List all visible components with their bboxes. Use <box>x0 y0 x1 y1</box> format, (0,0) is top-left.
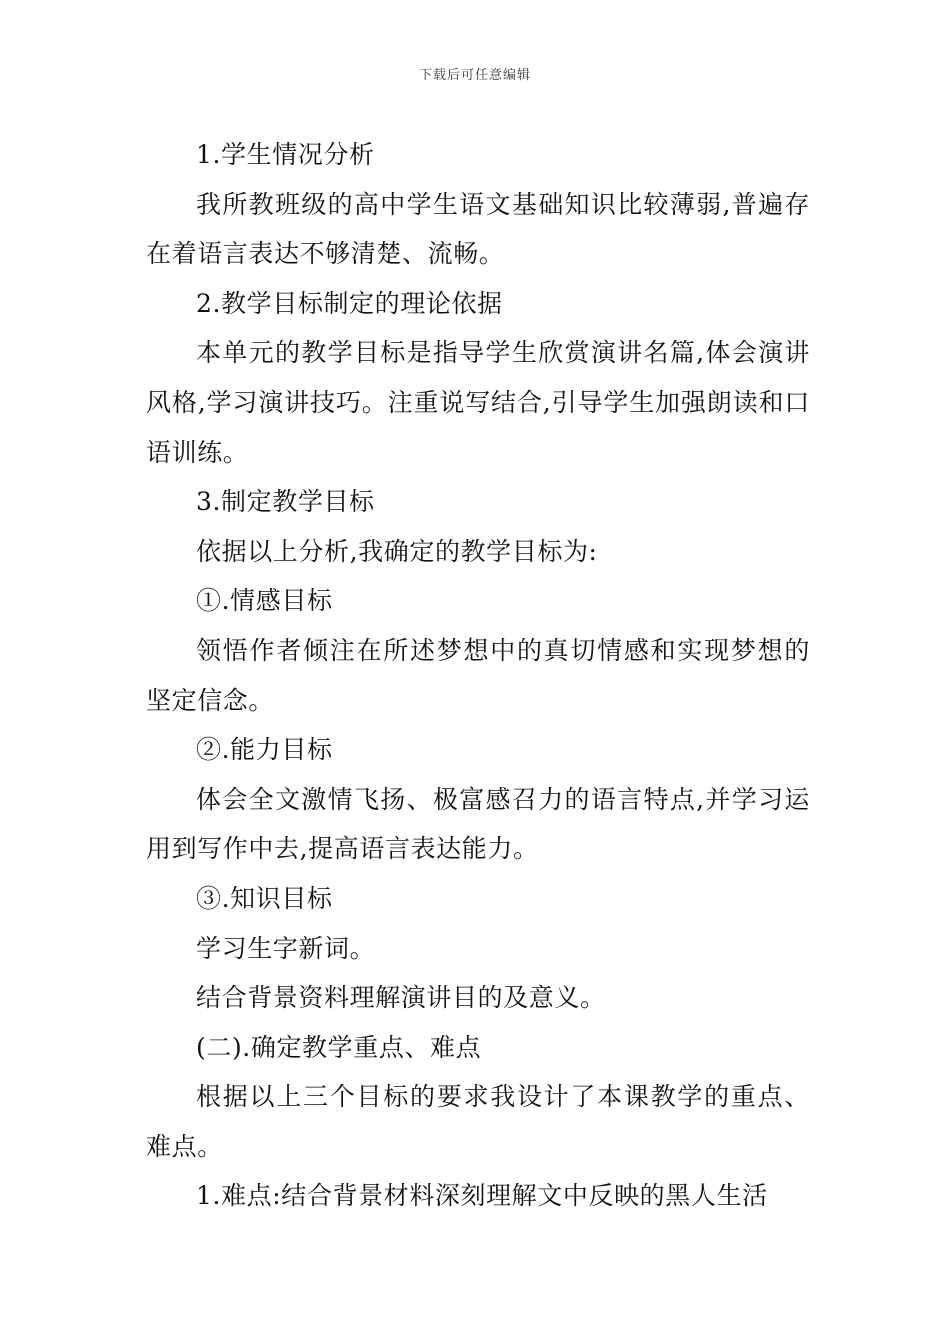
paragraph-knowledge-goal-1: 学习生字新词。 <box>196 933 376 963</box>
document-body <box>146 130 810 1221</box>
paragraph-student-analysis: 我所教班级的高中学生语文基础知识比较薄弱,普遍存在着语言表达不够清楚、流畅。 <box>146 189 810 269</box>
paragraph-difficulty: 1.难点:结合背景材料深刻理解文中反映的黑人生活 <box>196 1181 768 1211</box>
paragraph-knowledge-goal-2: 结合背景资料理解演讲目的及意义。 <box>196 983 606 1013</box>
section-heading-theory-basis: 2.教学目标制定的理论依据 <box>196 288 503 318</box>
paragraph-goals-intro: 依据以上分析,我确定的教学目标为: <box>196 536 598 566</box>
paragraph-key-points: 根据以上三个目标的要求我设计了本课教学的重点、难点。 <box>146 1082 810 1161</box>
subheading-knowledge-goal: ③.知识目标 <box>196 883 333 913</box>
paragraph-emotion-goal: 领悟作者倾注在所述梦想中的真切情感和实现梦想的坚定信念。 <box>146 635 810 715</box>
page-header-note: 下载后可任意编辑 <box>418 68 531 83</box>
section-heading-set-goals: 3.制定教学目标 <box>196 487 375 517</box>
section-heading-key-points: (二).确定教学重点、难点 <box>196 1032 482 1062</box>
section-heading-student-analysis: 1.学生情况分析 <box>196 140 375 169</box>
subheading-emotion-goal: ①.情感目标 <box>196 586 333 616</box>
subheading-ability-goal: ②.能力目标 <box>196 735 333 765</box>
paragraph-ability-goal: 体会全文激情飞扬、极富感召力的语言特点,并学习运用到写作中去,提高语言表达能力。 <box>146 784 810 864</box>
paragraph-theory-basis: 本单元的教学目标是指导学生欣赏演讲名篇,体会演讲风格,学习演讲技巧。注重说写结合,引导学生加强朗读和口语训练。 <box>146 338 810 467</box>
